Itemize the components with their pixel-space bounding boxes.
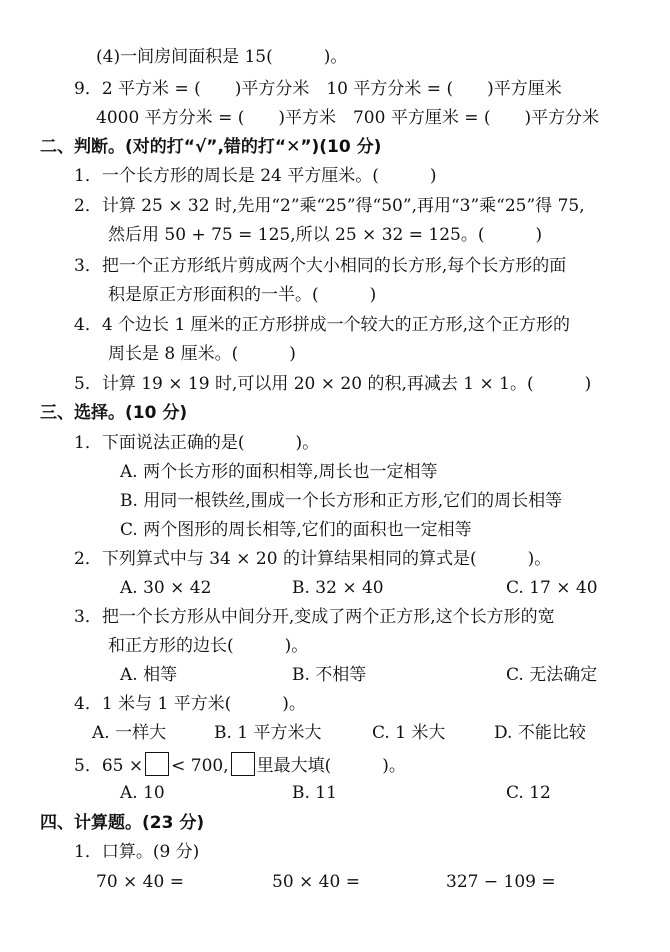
- choice-q3-opt-c: C. 无法确定: [506, 665, 598, 685]
- choice-q1-opt-b: B. 用同一根铁丝,围成一个长方形和正方形,它们的周长相等: [120, 491, 563, 511]
- choice-q4-opt-c: C. 1 米大: [372, 723, 446, 743]
- choice-q5-opt-c: C. 12: [506, 783, 551, 803]
- judge-item-3a: 3．把一个正方形纸片剪成两个大小相同的长方形,每个长方形的面: [74, 256, 567, 276]
- judge-item-1: 1．一个长方形的周长是 24 平方厘米。( ): [74, 166, 437, 186]
- choice-q1: 1．下面说法正确的是( )。: [74, 433, 320, 453]
- judge-item-3b: 积是原正方形面积的一半。( ): [74, 285, 377, 305]
- calc-expr-1: 70 × 40 =: [96, 872, 184, 892]
- section2-title: 二、判断。(对的打“√”,错的打“✕”)(10 分): [40, 137, 382, 157]
- choice-q3-opt-a: A. 相等: [120, 665, 178, 685]
- section3-title: 三、选择。(10 分): [40, 403, 188, 423]
- judge-item-5: 5．计算 19 × 19 时,可以用 20 × 20 的积,再减去 1 × 1。( ): [74, 374, 592, 394]
- choice-q4: 4．1 米与 1 平方米( )。: [74, 694, 306, 714]
- judge-item-2b: 然后用 50 + 75 = 125,所以 25 × 32 = 125。( ): [74, 225, 543, 245]
- choice-q2-opt-a: A. 30 × 42: [120, 578, 212, 598]
- judge-item-4a: 4．4 个边长 1 厘米的正方形拼成一个较大的正方形,这个正方形的: [74, 315, 571, 335]
- judge-item-2a: 2．计算 25 × 32 时,先用“2”乘“25”得“50”,再用“3”乘“25”得 75,: [74, 196, 585, 216]
- choice-q5-opt-a: A. 10: [120, 783, 165, 803]
- choice-q3-opt-b: B. 不相等: [292, 665, 367, 685]
- q8-part4: (4)一间房间面积是 15( )。: [96, 47, 348, 67]
- choice-q5-part3: 里最大填( )。: [256, 756, 406, 776]
- q9-line1: 9．2 平方米 = ( )平方分米 10 平方分米 = ( )平方厘米: [74, 79, 562, 99]
- choice-q3b: 和正方形的边长( )。: [74, 636, 309, 656]
- calc-q1: 1．口算。(9 分): [74, 842, 200, 862]
- q9-line2: 4000 平方分米 = ( )平方米 700 平方厘米 = ( )平方分米: [96, 108, 600, 128]
- calc-expr-3: 327 − 109 =: [446, 872, 556, 892]
- blank-box: [145, 752, 169, 776]
- choice-q4-opt-a: A. 一样大: [92, 723, 167, 743]
- choice-q5-opt-b: B. 11: [292, 783, 337, 803]
- calc-expr-2: 50 × 40 =: [272, 872, 360, 892]
- choice-q2-opt-b: B. 32 × 40: [292, 578, 384, 598]
- choice-q2-opt-c: C. 17 × 40: [506, 578, 598, 598]
- choice-q5: [74, 752, 406, 777]
- judge-item-4b: 周长是 8 厘米。( ): [74, 344, 296, 364]
- choice-q1-opt-a: A. 两个长方形的面积相等,周长也一定相等: [120, 462, 438, 482]
- choice-q5-part1: 5．65 ×: [74, 756, 144, 776]
- section4-title: 四、计算题。(23 分): [40, 813, 205, 833]
- choice-q3a: 3．把一个长方形从中间分开,变成了两个正方形,这个长方形的宽: [74, 607, 555, 627]
- choice-q4-opt-d: D. 不能比较: [494, 723, 586, 743]
- choice-q4-opt-b: B. 1 平方米大: [214, 723, 322, 743]
- choice-q2: 2．下列算式中与 34 × 20 的计算结果相同的算式是( )。: [74, 549, 552, 569]
- choice-q1-opt-c: C. 两个图形的周长相等,它们的面积也一定相等: [120, 520, 472, 540]
- choice-q5-part2: < 700,: [171, 756, 229, 776]
- blank-box: [231, 752, 255, 776]
